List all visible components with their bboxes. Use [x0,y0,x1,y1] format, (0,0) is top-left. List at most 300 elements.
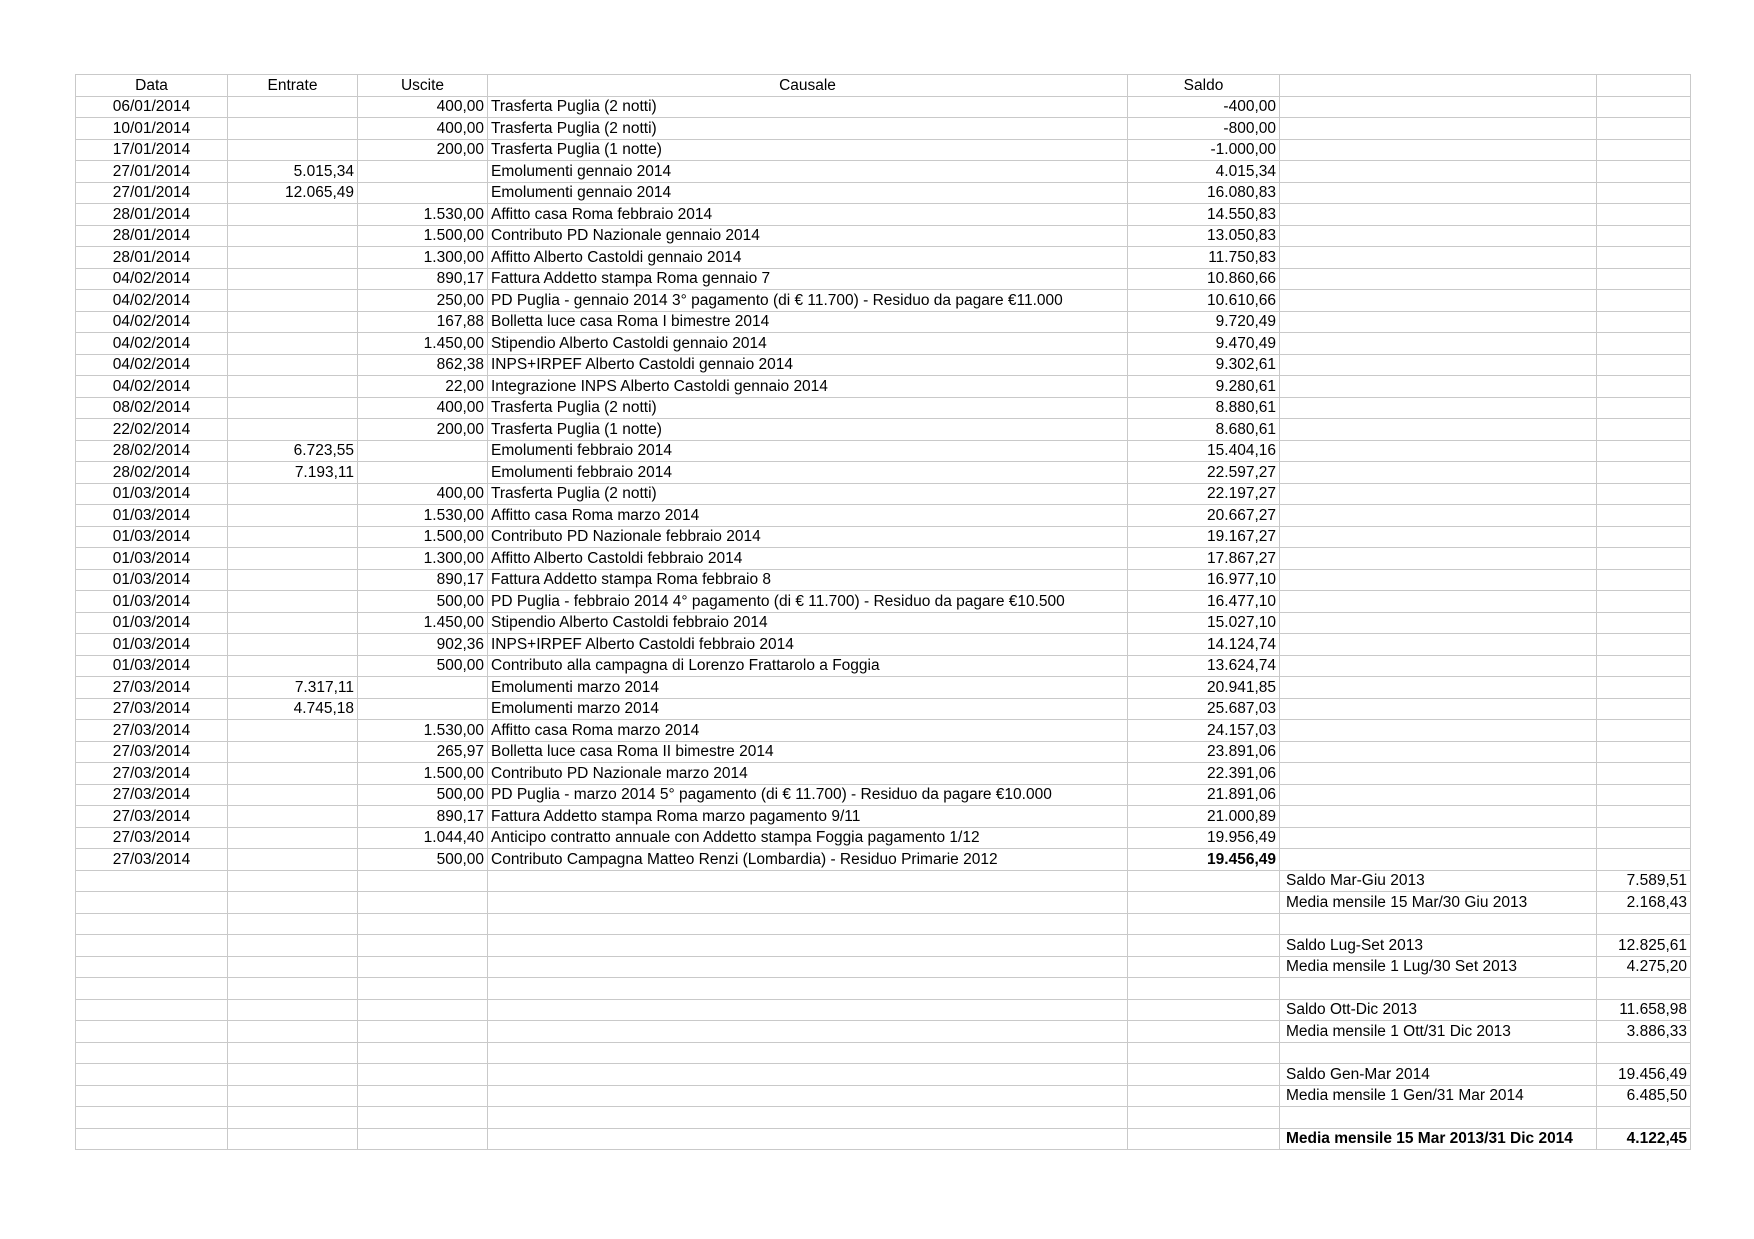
cell-entrate[interactable] [228,612,358,634]
summary-label[interactable]: Media mensile 1 Lug/30 Set 2013 [1280,956,1597,978]
cell-empty[interactable] [1597,419,1691,441]
summary-value[interactable] [1597,1107,1691,1129]
cell-empty[interactable] [76,1021,228,1043]
cell-saldo[interactable]: 22.391,06 [1128,763,1280,785]
cell-empty[interactable] [1597,311,1691,333]
cell-empty[interactable] [1280,290,1597,312]
cell-empty[interactable] [1280,634,1597,656]
cell-uscite[interactable]: 1.300,00 [358,247,488,269]
cell-empty[interactable] [1280,763,1597,785]
summary-value[interactable]: 7.589,51 [1597,870,1691,892]
cell-empty[interactable] [358,892,488,914]
cell-empty[interactable] [1128,1042,1280,1064]
cell-entrate[interactable] [228,311,358,333]
cell-empty[interactable] [488,999,1128,1021]
cell-causale[interactable]: Trasferta Puglia (2 notti) [488,96,1128,118]
cell-empty[interactable] [76,1042,228,1064]
cell-empty[interactable] [1280,247,1597,269]
cell-empty[interactable] [1128,1107,1280,1129]
cell-saldo[interactable]: 9.470,49 [1128,333,1280,355]
cell-causale[interactable]: Emolumenti marzo 2014 [488,677,1128,699]
cell-empty[interactable] [1280,268,1597,290]
cell-saldo[interactable]: 14.124,74 [1128,634,1280,656]
cell-empty[interactable] [1597,182,1691,204]
cell-uscite[interactable]: 500,00 [358,591,488,613]
cell-empty[interactable] [1597,376,1691,398]
cell-causale[interactable]: Stipendio Alberto Castoldi gennaio 2014 [488,333,1128,355]
cell-empty[interactable] [1128,870,1280,892]
summary-value[interactable]: 4.122,45 [1597,1128,1691,1150]
cell-empty[interactable] [358,1107,488,1129]
cell-empty[interactable] [1128,935,1280,957]
cell-causale[interactable]: PD Puglia - gennaio 2014 3° pagamento (di € 11.700) - Residuo da pagare €11.000 [488,290,1128,312]
cell-uscite[interactable] [358,182,488,204]
cell-saldo[interactable]: 10.860,66 [1128,268,1280,290]
cell-empty[interactable] [358,870,488,892]
cell-entrate[interactable] [228,827,358,849]
summary-value[interactable]: 3.886,33 [1597,1021,1691,1043]
cell-empty[interactable] [1128,956,1280,978]
cell-entrate[interactable] [228,763,358,785]
cell-empty[interactable] [1597,139,1691,161]
cell-empty[interactable] [1280,612,1597,634]
cell-causale[interactable]: PD Puglia - marzo 2014 5° pagamento (di € 11.700) - Residuo da pagare €10.000 [488,784,1128,806]
cell-saldo[interactable]: -1.000,00 [1128,139,1280,161]
cell-uscite[interactable]: 1.500,00 [358,225,488,247]
cell-empty[interactable] [488,892,1128,914]
cell-uscite[interactable]: 1.044,40 [358,827,488,849]
summary-label[interactable]: Media mensile 1 Ott/31 Dic 2013 [1280,1021,1597,1043]
cell-causale[interactable]: Trasferta Puglia (2 notti) [488,397,1128,419]
cell-uscite[interactable]: 1.500,00 [358,526,488,548]
cell-empty[interactable] [1597,440,1691,462]
cell-data[interactable]: 06/01/2014 [76,96,228,118]
cell-causale[interactable]: PD Puglia - febbraio 2014 4° pagamento (di € 11.700) - Residuo da pagare €10.500 [488,591,1128,613]
cell-data[interactable]: 10/01/2014 [76,118,228,140]
header-uscite[interactable]: Uscite [358,75,488,97]
cell-empty[interactable] [76,978,228,1000]
summary-value[interactable]: 4.275,20 [1597,956,1691,978]
cell-entrate[interactable] [228,806,358,828]
cell-uscite[interactable]: 400,00 [358,397,488,419]
cell-saldo[interactable]: 19.456,49 [1128,849,1280,871]
cell-empty[interactable] [1280,548,1597,570]
cell-entrate[interactable] [228,419,358,441]
summary-value[interactable]: 11.658,98 [1597,999,1691,1021]
cell-data[interactable]: 01/03/2014 [76,548,228,570]
cell-empty[interactable] [1597,268,1691,290]
cell-empty[interactable] [1597,849,1691,871]
cell-empty[interactable] [1280,333,1597,355]
cell-saldo[interactable]: 10.610,66 [1128,290,1280,312]
cell-empty[interactable] [1597,548,1691,570]
cell-empty[interactable] [1597,161,1691,183]
cell-uscite[interactable]: 500,00 [358,849,488,871]
cell-data[interactable]: 01/03/2014 [76,483,228,505]
cell-causale[interactable]: Trasferta Puglia (2 notti) [488,118,1128,140]
cell-empty[interactable] [76,999,228,1021]
cell-causale[interactable]: Trasferta Puglia (2 notti) [488,483,1128,505]
summary-label[interactable]: Saldo Mar-Giu 2013 [1280,870,1597,892]
summary-label[interactable] [1280,1042,1597,1064]
cell-entrate[interactable] [228,354,358,376]
cell-empty[interactable] [1280,741,1597,763]
cell-uscite[interactable]: 22,00 [358,376,488,398]
cell-empty[interactable] [1280,139,1597,161]
cell-data[interactable]: 04/02/2014 [76,268,228,290]
header-empty-g[interactable] [1597,75,1691,97]
cell-data[interactable]: 17/01/2014 [76,139,228,161]
cell-uscite[interactable] [358,698,488,720]
cell-empty[interactable] [1280,569,1597,591]
cell-entrate[interactable] [228,526,358,548]
cell-causale[interactable]: Bolletta luce casa Roma II bimestre 2014 [488,741,1128,763]
cell-uscite[interactable]: 902,36 [358,634,488,656]
cell-empty[interactable] [1597,720,1691,742]
cell-empty[interactable] [1597,397,1691,419]
cell-uscite[interactable]: 862,38 [358,354,488,376]
cell-saldo[interactable]: -800,00 [1128,118,1280,140]
cell-data[interactable]: 27/03/2014 [76,763,228,785]
summary-label[interactable]: Saldo Gen-Mar 2014 [1280,1064,1597,1086]
header-data[interactable]: Data [76,75,228,97]
cell-data[interactable]: 08/02/2014 [76,397,228,419]
cell-empty[interactable] [1597,247,1691,269]
cell-entrate[interactable] [228,247,358,269]
cell-entrate[interactable] [228,849,358,871]
cell-causale[interactable]: Trasferta Puglia (1 notte) [488,419,1128,441]
cell-entrate[interactable]: 7.193,11 [228,462,358,484]
cell-causale[interactable]: Integrazione INPS Alberto Castoldi gennaio 2014 [488,376,1128,398]
cell-data[interactable]: 01/03/2014 [76,612,228,634]
cell-empty[interactable] [228,913,358,935]
cell-saldo[interactable]: 9.280,61 [1128,376,1280,398]
cell-empty[interactable] [76,1085,228,1107]
summary-value[interactable] [1597,913,1691,935]
cell-empty[interactable] [1280,784,1597,806]
cell-data[interactable]: 27/01/2014 [76,182,228,204]
summary-value[interactable]: 6.485,50 [1597,1085,1691,1107]
cell-empty[interactable] [76,913,228,935]
cell-empty[interactable] [1280,827,1597,849]
cell-saldo[interactable]: 4.015,34 [1128,161,1280,183]
summary-value[interactable]: 19.456,49 [1597,1064,1691,1086]
cell-empty[interactable] [1280,505,1597,527]
cell-saldo[interactable]: 17.867,27 [1128,548,1280,570]
cell-data[interactable]: 27/03/2014 [76,720,228,742]
header-causale[interactable]: Causale [488,75,1128,97]
cell-entrate[interactable]: 4.745,18 [228,698,358,720]
cell-empty[interactable] [488,978,1128,1000]
cell-entrate[interactable] [228,376,358,398]
cell-data[interactable]: 27/03/2014 [76,677,228,699]
cell-uscite[interactable]: 400,00 [358,483,488,505]
cell-data[interactable]: 28/01/2014 [76,247,228,269]
cell-empty[interactable] [1597,591,1691,613]
cell-causale[interactable]: Affitto casa Roma marzo 2014 [488,505,1128,527]
cell-empty[interactable] [1597,677,1691,699]
cell-causale[interactable]: Emolumenti gennaio 2014 [488,161,1128,183]
cell-uscite[interactable]: 1.450,00 [358,333,488,355]
cell-uscite[interactable]: 265,97 [358,741,488,763]
cell-entrate[interactable]: 12.065,49 [228,182,358,204]
cell-empty[interactable] [358,913,488,935]
cell-saldo[interactable]: 13.050,83 [1128,225,1280,247]
cell-data[interactable]: 04/02/2014 [76,333,228,355]
cell-data[interactable]: 27/03/2014 [76,849,228,871]
cell-empty[interactable] [358,999,488,1021]
cell-causale[interactable]: Bolletta luce casa Roma I bimestre 2014 [488,311,1128,333]
cell-uscite[interactable]: 890,17 [358,569,488,591]
cell-empty[interactable] [1597,354,1691,376]
cell-saldo[interactable]: 8.880,61 [1128,397,1280,419]
cell-entrate[interactable] [228,225,358,247]
cell-empty[interactable] [358,956,488,978]
cell-causale[interactable]: Affitto casa Roma febbraio 2014 [488,204,1128,226]
summary-label[interactable]: Saldo Ott-Dic 2013 [1280,999,1597,1021]
cell-entrate[interactable] [228,204,358,226]
cell-empty[interactable] [1280,526,1597,548]
cell-empty[interactable] [358,935,488,957]
cell-causale[interactable]: Contributo PD Nazionale febbraio 2014 [488,526,1128,548]
cell-empty[interactable] [1597,204,1691,226]
cell-saldo[interactable]: 20.667,27 [1128,505,1280,527]
cell-data[interactable]: 28/01/2014 [76,225,228,247]
cell-empty[interactable] [76,870,228,892]
cell-data[interactable]: 01/03/2014 [76,655,228,677]
summary-label[interactable] [1280,913,1597,935]
cell-uscite[interactable]: 167,88 [358,311,488,333]
cell-empty[interactable] [1128,999,1280,1021]
cell-entrate[interactable] [228,268,358,290]
cell-data[interactable]: 27/03/2014 [76,806,228,828]
summary-value[interactable]: 2.168,43 [1597,892,1691,914]
cell-empty[interactable] [1597,526,1691,548]
cell-data[interactable]: 01/03/2014 [76,591,228,613]
cell-entrate[interactable] [228,741,358,763]
cell-empty[interactable] [1280,655,1597,677]
cell-uscite[interactable] [358,161,488,183]
cell-empty[interactable] [488,870,1128,892]
cell-empty[interactable] [1280,419,1597,441]
summary-value[interactable] [1597,1042,1691,1064]
cell-data[interactable]: 28/02/2014 [76,440,228,462]
cell-empty[interactable] [1280,182,1597,204]
cell-uscite[interactable]: 1.450,00 [358,612,488,634]
cell-uscite[interactable]: 1.500,00 [358,763,488,785]
cell-empty[interactable] [488,1042,1128,1064]
cell-causale[interactable]: Contributo PD Nazionale marzo 2014 [488,763,1128,785]
cell-empty[interactable] [1280,118,1597,140]
cell-uscite[interactable]: 200,00 [358,419,488,441]
cell-empty[interactable] [76,1128,228,1150]
cell-empty[interactable] [228,1064,358,1086]
cell-empty[interactable] [1597,698,1691,720]
cell-empty[interactable] [1280,96,1597,118]
cell-saldo[interactable]: 21.000,89 [1128,806,1280,828]
cell-empty[interactable] [1597,763,1691,785]
cell-entrate[interactable] [228,784,358,806]
cell-data[interactable]: 01/03/2014 [76,526,228,548]
cell-causale[interactable]: Fattura Addetto stampa Roma febbraio 8 [488,569,1128,591]
cell-causale[interactable]: Emolumenti febbraio 2014 [488,440,1128,462]
cell-empty[interactable] [1280,397,1597,419]
cell-causale[interactable]: Affitto casa Roma marzo 2014 [488,720,1128,742]
summary-label[interactable]: Media mensile 15 Mar/30 Giu 2013 [1280,892,1597,914]
cell-saldo[interactable]: 21.891,06 [1128,784,1280,806]
cell-empty[interactable] [1280,591,1597,613]
cell-data[interactable]: 04/02/2014 [76,311,228,333]
cell-saldo[interactable]: 19.956,49 [1128,827,1280,849]
cell-empty[interactable] [1597,290,1691,312]
summary-label[interactable]: Saldo Lug-Set 2013 [1280,935,1597,957]
cell-causale[interactable]: Emolumenti gennaio 2014 [488,182,1128,204]
cell-saldo[interactable]: 22.197,27 [1128,483,1280,505]
header-empty-f[interactable] [1280,75,1597,97]
cell-empty[interactable] [488,1021,1128,1043]
cell-empty[interactable] [1280,806,1597,828]
cell-empty[interactable] [1280,677,1597,699]
header-saldo[interactable]: Saldo [1128,75,1280,97]
cell-empty[interactable] [1597,462,1691,484]
cell-saldo[interactable]: 25.687,03 [1128,698,1280,720]
cell-entrate[interactable] [228,139,358,161]
cell-entrate[interactable] [228,118,358,140]
cell-empty[interactable] [1597,806,1691,828]
cell-causale[interactable]: Affitto Alberto Castoldi febbraio 2014 [488,548,1128,570]
cell-saldo[interactable]: -400,00 [1128,96,1280,118]
cell-uscite[interactable] [358,440,488,462]
cell-data[interactable]: 04/02/2014 [76,376,228,398]
cell-uscite[interactable]: 200,00 [358,139,488,161]
cell-entrate[interactable] [228,483,358,505]
cell-uscite[interactable]: 1.300,00 [358,548,488,570]
cell-saldo[interactable]: 23.891,06 [1128,741,1280,763]
cell-empty[interactable] [488,1085,1128,1107]
cell-causale[interactable]: INPS+IRPEF Alberto Castoldi febbraio 2014 [488,634,1128,656]
cell-empty[interactable] [76,1064,228,1086]
cell-entrate[interactable] [228,548,358,570]
cell-causale[interactable]: Emolumenti febbraio 2014 [488,462,1128,484]
cell-entrate[interactable] [228,720,358,742]
cell-empty[interactable] [1280,225,1597,247]
cell-uscite[interactable]: 400,00 [358,118,488,140]
cell-entrate[interactable] [228,333,358,355]
summary-value[interactable]: 12.825,61 [1597,935,1691,957]
cell-empty[interactable] [488,935,1128,957]
cell-data[interactable]: 27/03/2014 [76,827,228,849]
cell-empty[interactable] [228,1042,358,1064]
cell-causale[interactable]: Affitto Alberto Castoldi gennaio 2014 [488,247,1128,269]
cell-causale[interactable]: INPS+IRPEF Alberto Castoldi gennaio 2014 [488,354,1128,376]
cell-entrate[interactable] [228,96,358,118]
cell-causale[interactable]: Contributo Campagna Matteo Renzi (Lombardia) - Residuo Primarie 2012 [488,849,1128,871]
cell-entrate[interactable] [228,505,358,527]
cell-saldo[interactable]: 8.680,61 [1128,419,1280,441]
cell-causale[interactable]: Contributo alla campagna di Lorenzo Frattarolo a Foggia [488,655,1128,677]
cell-uscite[interactable]: 500,00 [358,655,488,677]
cell-empty[interactable] [1597,333,1691,355]
cell-empty[interactable] [1597,741,1691,763]
cell-empty[interactable] [488,1107,1128,1129]
cell-empty[interactable] [76,1107,228,1129]
cell-entrate[interactable] [228,397,358,419]
cell-empty[interactable] [228,1107,358,1129]
cell-empty[interactable] [358,978,488,1000]
cell-saldo[interactable]: 9.302,61 [1128,354,1280,376]
cell-data[interactable]: 27/03/2014 [76,698,228,720]
cell-causale[interactable]: Anticipo contratto annuale con Addetto stampa Foggia pagamento 1/12 [488,827,1128,849]
cell-empty[interactable] [76,956,228,978]
cell-uscite[interactable]: 890,17 [358,806,488,828]
cell-empty[interactable] [228,978,358,1000]
cell-uscite[interactable]: 1.530,00 [358,720,488,742]
cell-empty[interactable] [1597,118,1691,140]
summary-value[interactable] [1597,978,1691,1000]
cell-data[interactable]: 01/03/2014 [76,569,228,591]
cell-empty[interactable] [228,870,358,892]
cell-causale[interactable]: Trasferta Puglia (1 notte) [488,139,1128,161]
cell-empty[interactable] [1597,784,1691,806]
cell-data[interactable]: 27/01/2014 [76,161,228,183]
cell-empty[interactable] [1597,505,1691,527]
cell-empty[interactable] [358,1128,488,1150]
cell-uscite[interactable]: 1.530,00 [358,204,488,226]
cell-saldo[interactable]: 24.157,03 [1128,720,1280,742]
cell-entrate[interactable] [228,290,358,312]
cell-empty[interactable] [358,1021,488,1043]
summary-label[interactable] [1280,1107,1597,1129]
cell-saldo[interactable]: 15.027,10 [1128,612,1280,634]
cell-empty[interactable] [76,935,228,957]
cell-data[interactable]: 01/03/2014 [76,505,228,527]
header-entrate[interactable]: Entrate [228,75,358,97]
cell-empty[interactable] [1280,440,1597,462]
summary-label[interactable]: Media mensile 15 Mar 2013/31 Dic 2014 [1280,1128,1597,1150]
cell-causale[interactable]: Emolumenti marzo 2014 [488,698,1128,720]
cell-saldo[interactable]: 14.550,83 [1128,204,1280,226]
cell-uscite[interactable]: 890,17 [358,268,488,290]
cell-empty[interactable] [1280,376,1597,398]
cell-empty[interactable] [1280,354,1597,376]
cell-empty[interactable] [488,1064,1128,1086]
cell-data[interactable]: 27/03/2014 [76,741,228,763]
cell-data[interactable]: 04/02/2014 [76,290,228,312]
cell-entrate[interactable]: 7.317,11 [228,677,358,699]
cell-uscite[interactable]: 400,00 [358,96,488,118]
cell-empty[interactable] [1128,1085,1280,1107]
cell-empty[interactable] [1280,311,1597,333]
cell-empty[interactable] [1128,1064,1280,1086]
cell-empty[interactable] [228,935,358,957]
cell-empty[interactable] [1128,1021,1280,1043]
cell-empty[interactable] [1597,225,1691,247]
cell-uscite[interactable]: 250,00 [358,290,488,312]
cell-empty[interactable] [1280,483,1597,505]
cell-saldo[interactable]: 16.977,10 [1128,569,1280,591]
cell-empty[interactable] [1280,849,1597,871]
cell-empty[interactable] [228,1128,358,1150]
cell-empty[interactable] [76,892,228,914]
cell-entrate[interactable]: 6.723,55 [228,440,358,462]
cell-empty[interactable] [1280,462,1597,484]
cell-saldo[interactable]: 11.750,83 [1128,247,1280,269]
cell-saldo[interactable]: 15.404,16 [1128,440,1280,462]
cell-data[interactable]: 01/03/2014 [76,634,228,656]
cell-empty[interactable] [488,956,1128,978]
cell-causale[interactable]: Fattura Addetto stampa Roma gennaio 7 [488,268,1128,290]
cell-saldo[interactable]: 16.080,83 [1128,182,1280,204]
